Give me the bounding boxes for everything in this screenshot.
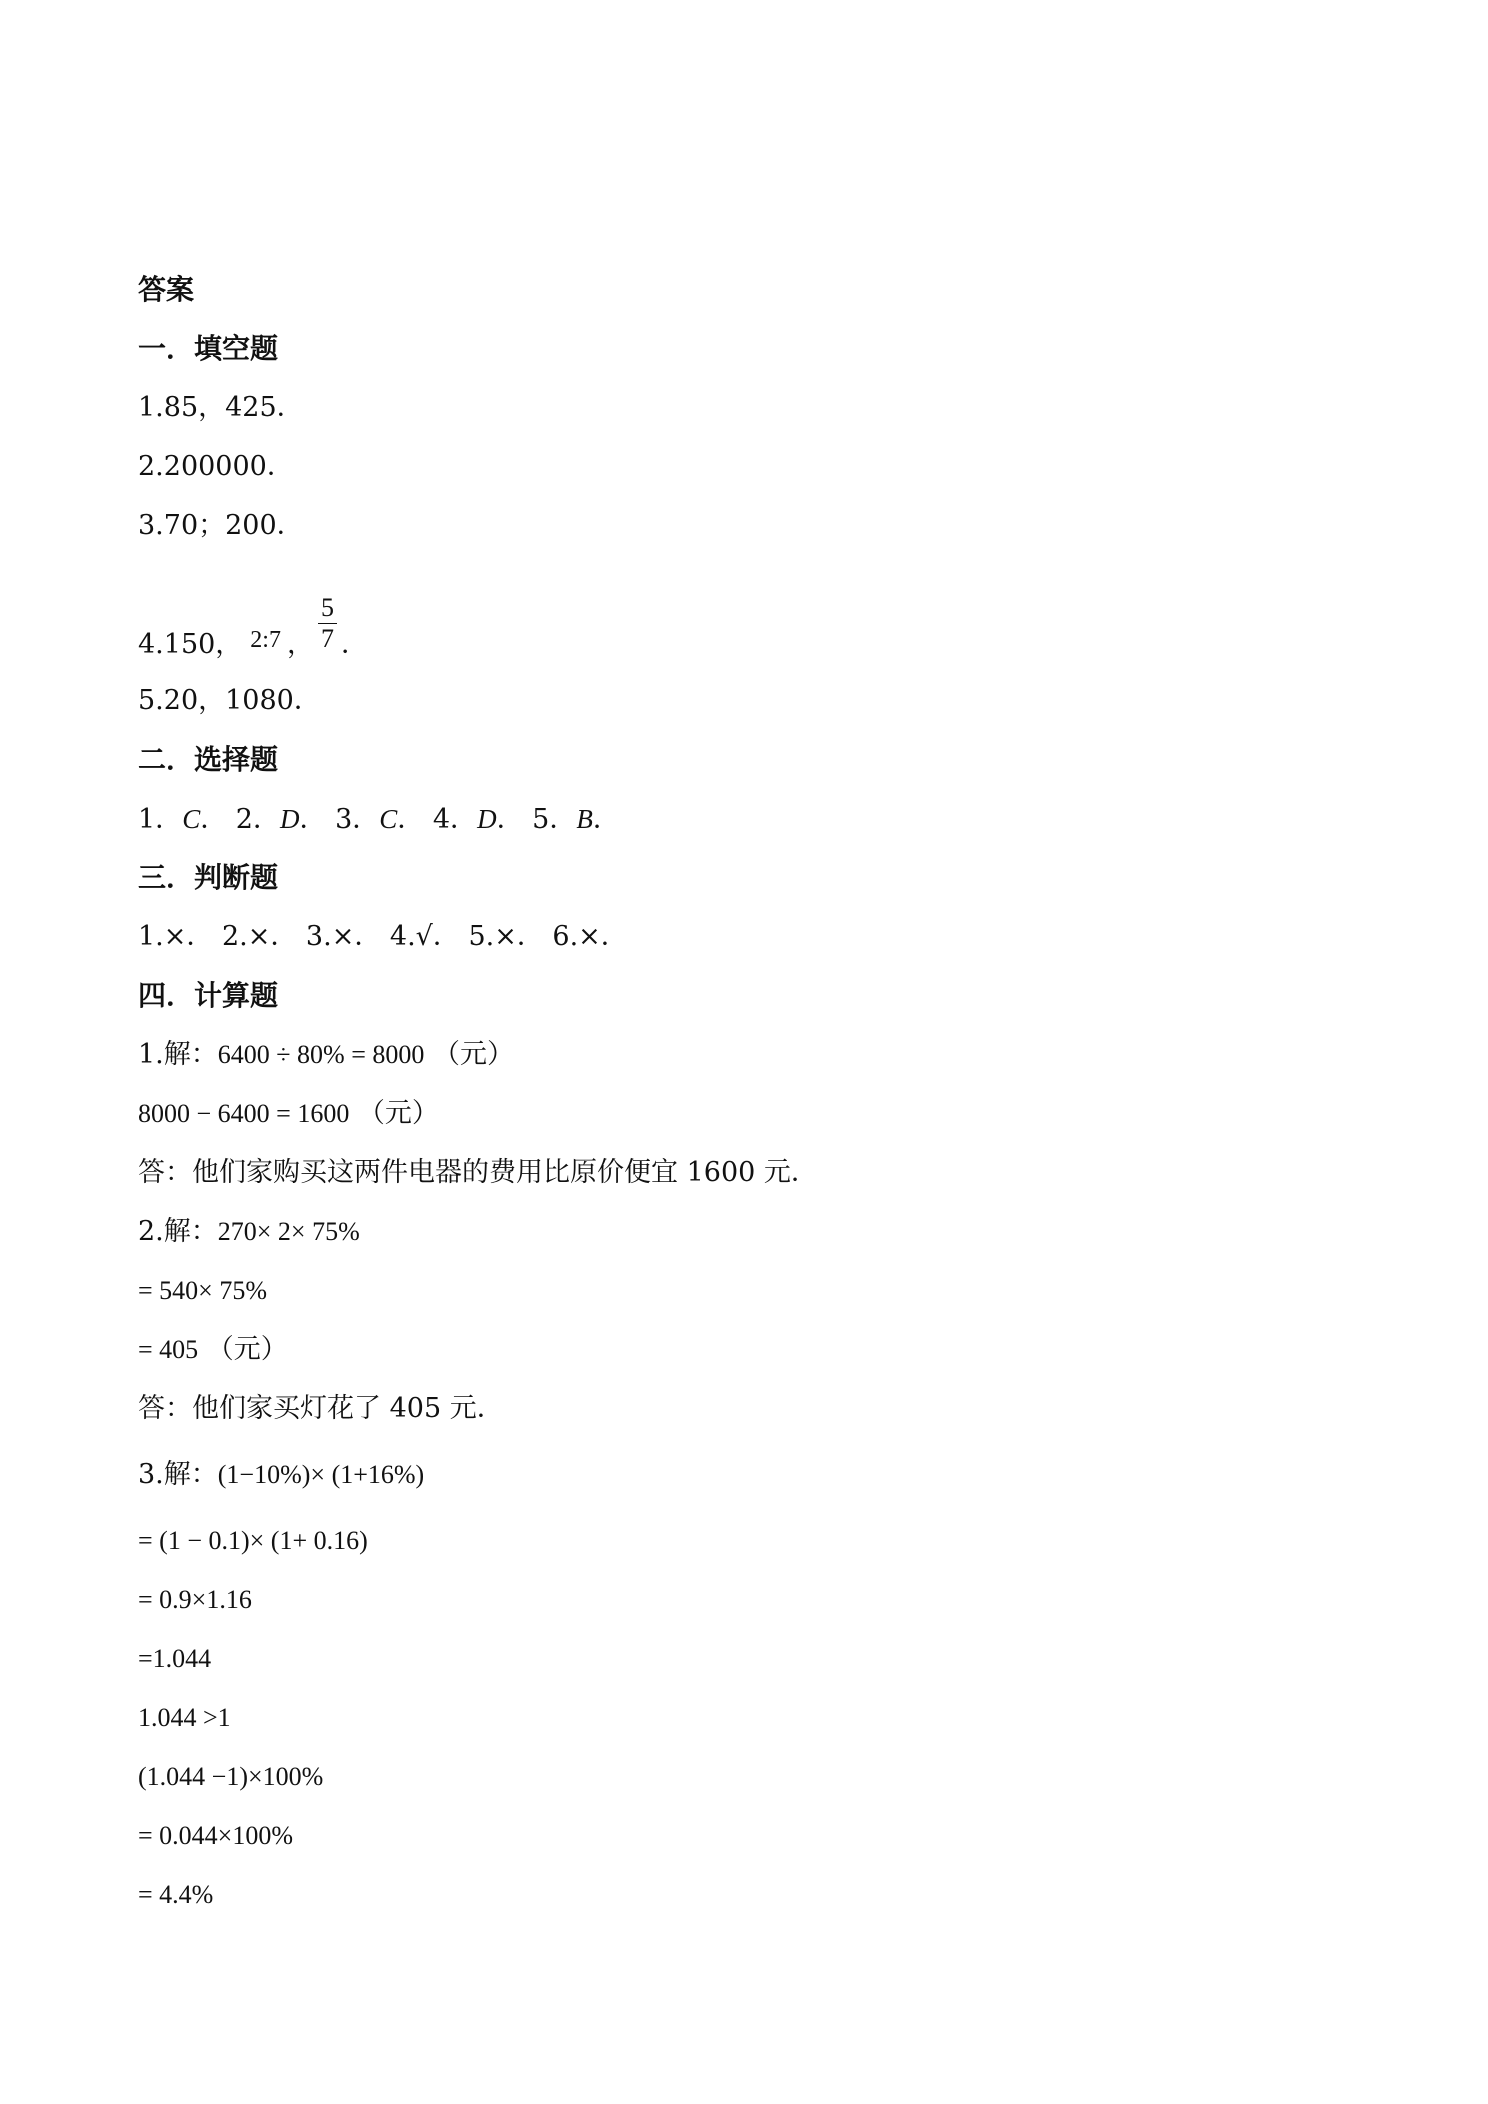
choice-num-3: 3．: [335, 804, 380, 835]
choice-num-1: 1．: [138, 804, 183, 835]
choice-sep-1: ．: [200, 804, 228, 835]
calc-q3-step: = 0.9×1.16: [138, 1585, 252, 1614]
choice-ans-4: D: [477, 804, 497, 834]
choice-ans-1: C: [182, 804, 201, 834]
page-title: 答案: [138, 273, 195, 306]
fill-answer-4-suffix: ．: [340, 629, 368, 660]
fill-answer-2: 2.200000．: [138, 451, 294, 482]
calc-q2-step3: = 405: [138, 1335, 199, 1364]
calc-q3-step: =1.044: [138, 1644, 212, 1673]
fill-answer-3: 3.70；200．: [138, 510, 304, 541]
calc-q1-answer: 答：他们家购买这两件电器的费用比原价便宜 1600 元．: [138, 1157, 818, 1188]
calc-q3-step: = (1 − 0.1)× (1+ 0.16): [138, 1526, 368, 1555]
choice-num-5: 5．: [532, 804, 577, 835]
calc-q3-label: 3.解：: [138, 1459, 218, 1490]
calc-q2-answer: 答：他们家买灯花了 405 元．: [138, 1393, 504, 1424]
choice-ans-3: C: [379, 804, 398, 834]
calc-q2-line1: [138, 1214, 360, 1250]
fill-answer-4-sep: ，: [286, 629, 314, 660]
calc-q3-step: = 0.044×100%: [138, 1821, 293, 1850]
calc-q2-expr: 270× 2× 75%: [217, 1217, 360, 1246]
calc-q3-step: 1.044 >1: [138, 1703, 231, 1732]
choice-num-2: 2．: [235, 804, 280, 835]
calc-q1-line1: [138, 1037, 514, 1073]
calc-q1-label: 1.解：: [138, 1039, 218, 1070]
choice-sep-5: ．: [592, 804, 620, 835]
fill-answer-4-fraction: [318, 593, 337, 654]
calc-q1-expr: 6400 ÷ 80% = 8000: [217, 1040, 425, 1069]
choice-sep-4: ．: [496, 804, 524, 835]
calc-q1-unit: （元）: [432, 1039, 514, 1070]
calc-q3-step: = 4.4%: [138, 1880, 214, 1909]
fill-answer-1: 1.85，425．: [138, 392, 304, 423]
calc-q1-step2: 8000 − 6400 = 1600: [138, 1099, 350, 1128]
choice-heading: 二．选择题: [138, 743, 279, 776]
calc-q2-label: 2.解：: [138, 1216, 218, 1247]
choice-ans-2: D: [279, 804, 300, 834]
choice-answers: [138, 801, 620, 838]
calc-q2-line3: [138, 1332, 288, 1368]
calc-q2-step2: = 540× 75%: [138, 1276, 267, 1305]
judge-heading: 三．判断题: [138, 861, 279, 894]
calc-heading: 四．计算题: [138, 979, 279, 1012]
calc-q3-line1: [138, 1457, 424, 1493]
calc-q1-line2: [138, 1096, 439, 1132]
calc-q3-step: (1.044 −1)×100%: [138, 1762, 324, 1791]
choice-ans-5: B: [576, 804, 593, 834]
fraction-denominator: 7: [320, 624, 334, 653]
fill-heading: 一．填空题: [138, 332, 279, 365]
choice-sep-3: ．: [397, 804, 425, 835]
calc-q2-step3-unit: （元）: [206, 1334, 288, 1365]
judge-answers: 1.×． 2.×． 3.×． 4.√． 5.×． 6.×．: [138, 921, 628, 952]
calc-q3-expr: (1−10%)× (1+16%): [217, 1460, 425, 1489]
fill-answer-4: [138, 593, 368, 676]
fill-answer-4-prefix: 4.150，: [138, 629, 243, 660]
choice-sep-2: ．: [299, 804, 327, 835]
fraction-numerator: 5: [318, 593, 337, 624]
fill-answer-4-ratio: 2:7: [250, 627, 281, 653]
choice-num-4: 4．: [432, 804, 478, 835]
calc-q1-step2-unit: （元）: [357, 1098, 439, 1129]
fill-answer-5: 5.20，1080．: [138, 685, 321, 716]
